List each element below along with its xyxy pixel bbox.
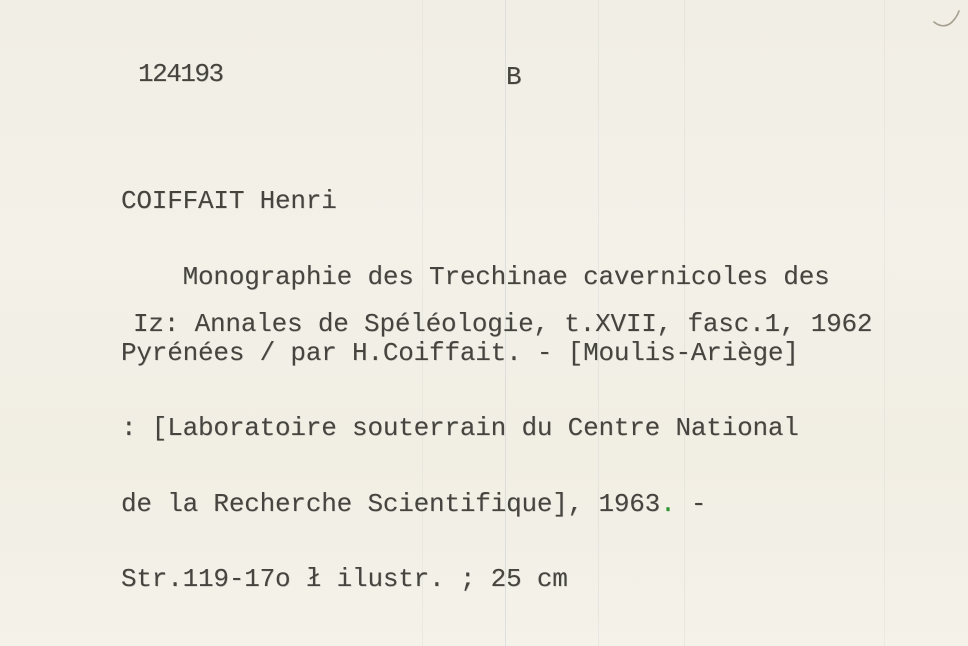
title-line-2: Pyrénées / par H.Coiffait. - [Moulis-Ariège] xyxy=(121,337,799,368)
pen-mark xyxy=(930,8,968,32)
source-citation-line: Iz: Annales de Spéléologie, t.XVII, fasc.1, 1962 xyxy=(133,309,873,339)
green-period: . xyxy=(660,488,676,519)
paper-crease xyxy=(884,0,885,646)
catalog-entry xyxy=(121,139,830,643)
author-line: COIFFAIT Henri xyxy=(121,186,337,217)
collation-line: Str.119-17o ł ilustr. ; 25 cm xyxy=(121,564,568,595)
publisher-line-1: : [Laboratoire souterrain du Centre National xyxy=(121,413,799,444)
accession-number: 124193 xyxy=(138,59,223,89)
classification-letter: B xyxy=(506,62,522,92)
publisher-line-2-end: - xyxy=(675,488,707,519)
publisher-line-2-text: de la Recherche Scientifique], 1963 xyxy=(121,488,661,519)
title-line-1: Monographie des Trechinae cavernicoles des xyxy=(121,262,830,293)
publisher-line-2 xyxy=(121,488,830,519)
